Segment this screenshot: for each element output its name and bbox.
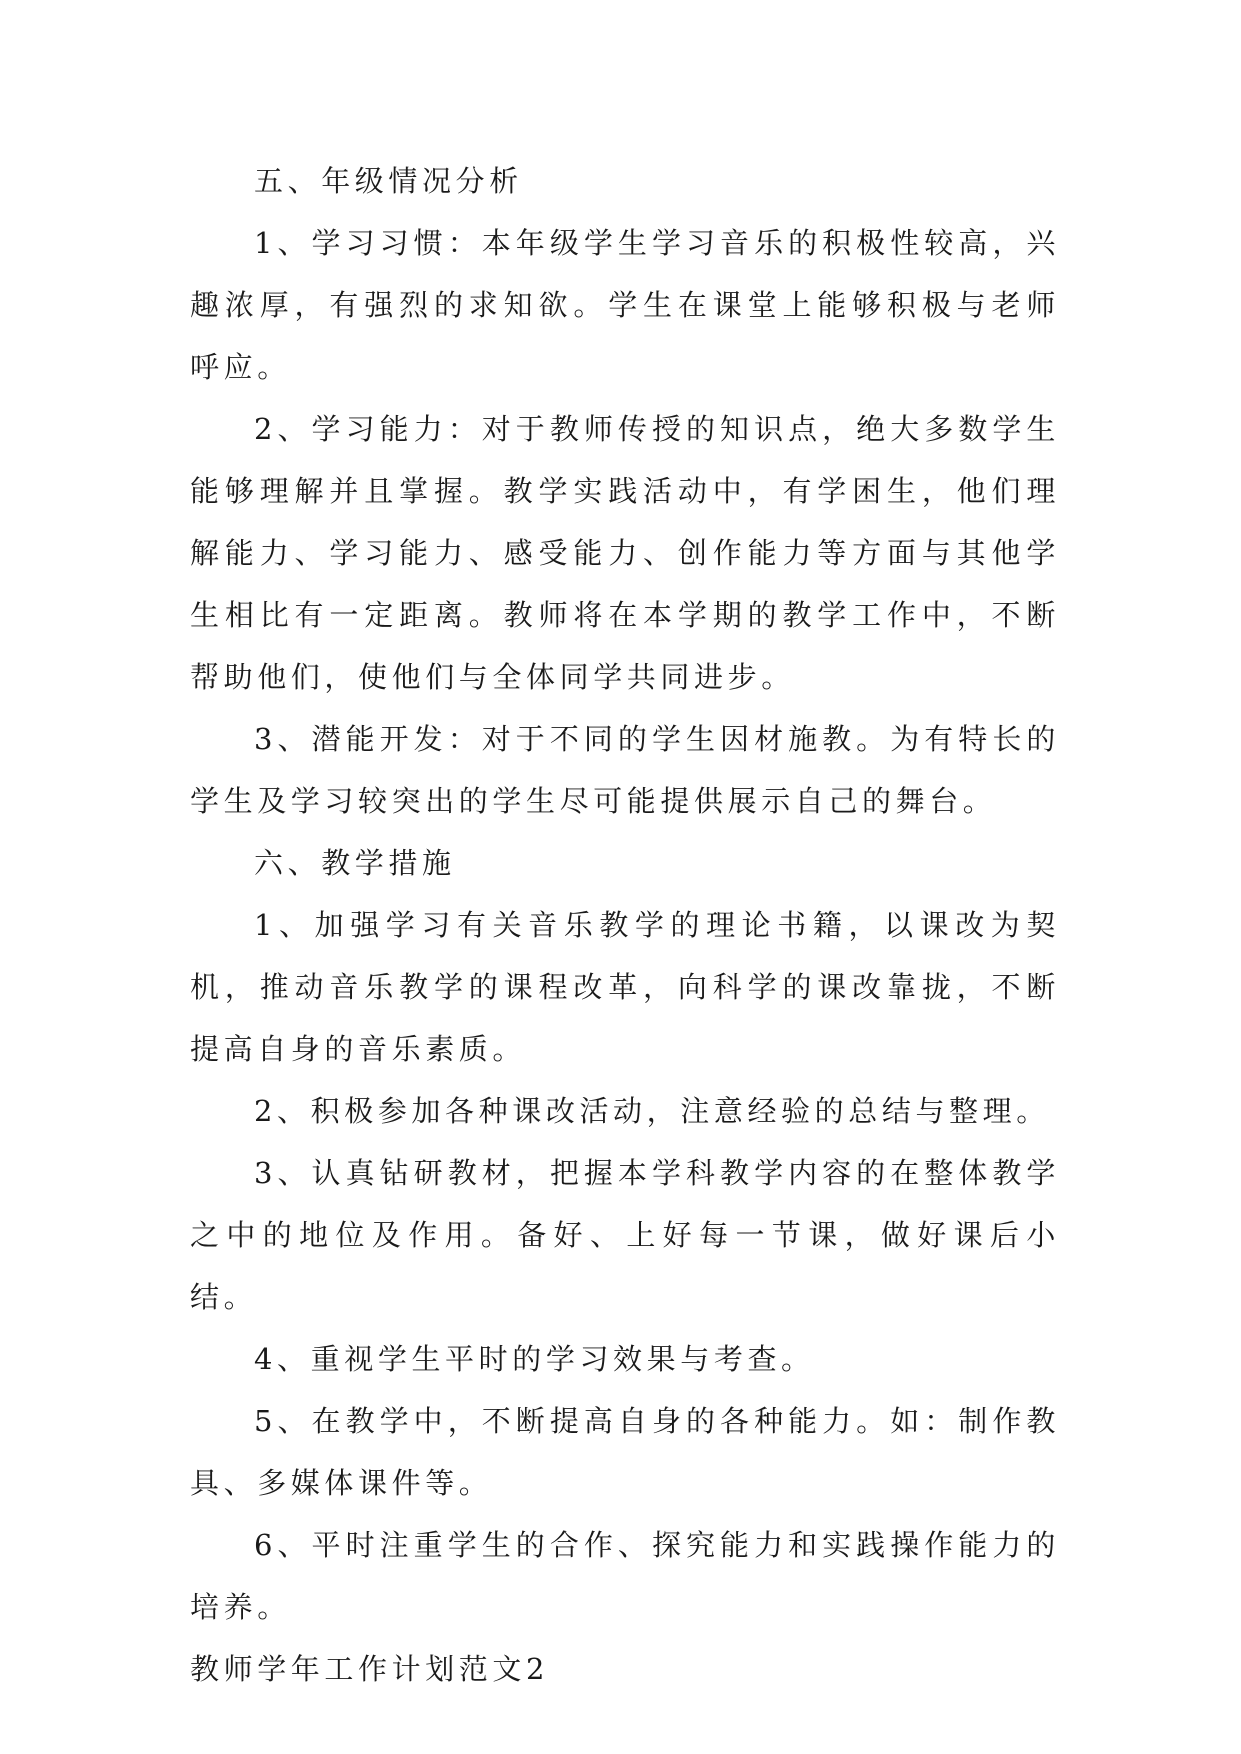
paragraph-measure-1: 1、加强学习有关音乐教学的理论书籍，以课改为契机，推动音乐教学的课程改革，向科学的课改靠拢，不断提高自身的音乐素质。 xyxy=(190,908,1060,1066)
paragraph-measure-2: 2、积极参加各种课改活动，注意经验的总结与整理。 xyxy=(254,1094,1050,1128)
section-heading-grade-analysis: 五、年级情况分析 xyxy=(254,164,523,198)
paragraph-potential-development: 3、潜能开发：对于不同的学生因材施教。为有特长的学生及学习较突出的学生尽可能提供展示自己的舞台。 xyxy=(190,722,1060,818)
paragraph-measure-3: 3、认真钻研教材，把握本学科教学内容的在整体教学之中的地位及作用。备好、上好每一节课，做好课后小结。 xyxy=(190,1156,1060,1314)
next-document-title: 教师学年工作计划范文2 xyxy=(190,1652,550,1686)
section-heading-teaching-measures: 六、教学措施 xyxy=(254,846,456,880)
paragraph-measure-6: 6、平时注重学生的合作、探究能力和实践操作能力的培养。 xyxy=(190,1528,1060,1624)
paragraph-measure-4: 4、重视学生平时的学习效果与考查。 xyxy=(254,1342,815,1376)
paragraph-study-habits: 1、学习习惯：本年级学生学习音乐的积极性较高，兴趣浓厚，有强烈的求知欲。学生在课堂上能够积极与老师呼应。 xyxy=(190,226,1060,384)
paragraph-measure-5: 5、在教学中，不断提高自身的各种能力。如：制作教具、多媒体课件等。 xyxy=(190,1404,1060,1500)
document-body xyxy=(190,150,1060,1700)
paragraph-study-ability: 2、学习能力：对于教师传授的知识点，绝大多数学生能够理解并且掌握。教学实践活动中，有学困生，他们理解能力、学习能力、感受能力、创作能力等方面与其他学生相比有一定距离。教师将在本学期的教学工作中，不断帮助他们，使他们与全体同学共同进步。 xyxy=(190,412,1060,694)
